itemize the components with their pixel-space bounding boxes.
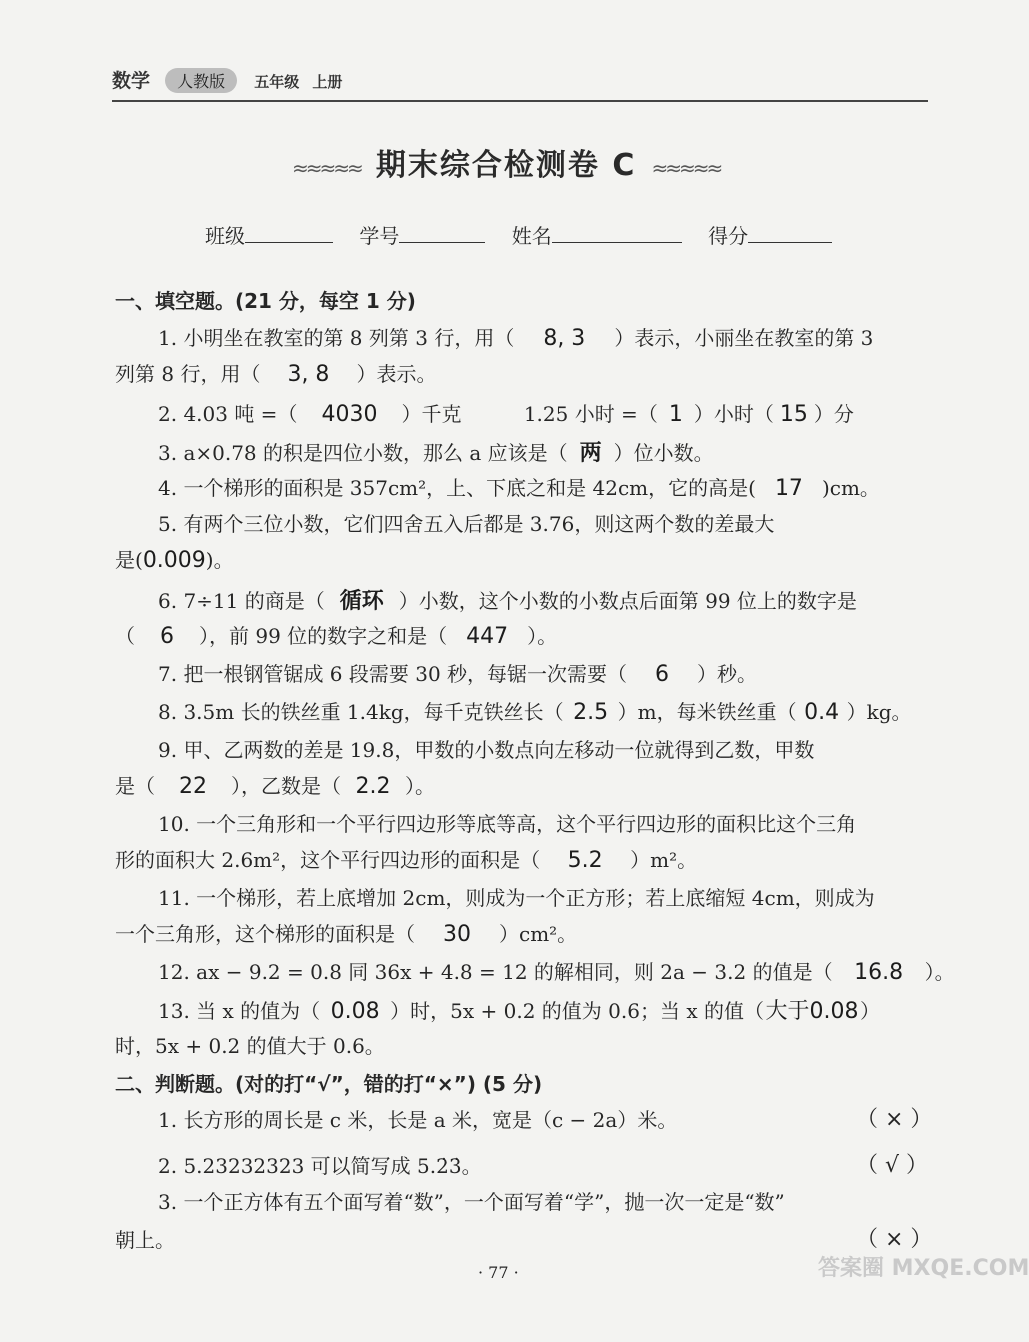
judge-question-2: 2. 5.23232323 可以简写成 5.2̇3̇。 xyxy=(158,1154,482,1178)
score-field[interactable] xyxy=(748,222,832,243)
section2-heading: 二、判断题。(对的打“√”，错的打“×”) (5 分) xyxy=(115,1072,543,1096)
judge-answer-1: （ × ） xyxy=(856,1107,933,1132)
answer-6a: 循环 xyxy=(339,589,384,614)
answer-8b: 0.4 xyxy=(804,700,840,725)
class-field[interactable] xyxy=(245,222,333,243)
question-8: 8. 3.5m 长的铁丝重 1.4kg，每千克铁丝长（ 2.5 ）m，每米铁丝重（ 0.4 ）kg。 xyxy=(158,700,912,725)
name-field[interactable] xyxy=(552,222,682,243)
question-10-line2: 形的面积大 2.6m²，这个平行四边形的面积是（ 5.2 ）m²。 xyxy=(115,848,698,873)
number-label: 学号 xyxy=(359,224,400,248)
question-4: 4. 一个梯形的面积是 357cm²，上、下底之和是 42cm，它的高是( 17 )cm。 xyxy=(158,476,880,501)
question-5-line2: 是(0.009)。 xyxy=(115,548,234,573)
answer-1a: 8, 3 xyxy=(543,326,586,351)
question-1-line2: 列第 8 行，用（ 3, 8 ）表示。 xyxy=(115,362,437,387)
answer-6c: 447 xyxy=(466,624,509,649)
answer-2b: 1 xyxy=(668,402,683,427)
question-5-line1: 5. 有两个三位小数，它们四舍五入后都是 3.76，则这两个数的差最大 xyxy=(158,512,775,536)
answer-4: 17 xyxy=(774,476,803,501)
judge-answer-3: （ × ） xyxy=(856,1227,933,1252)
answer-11: 30 xyxy=(443,922,471,947)
question-13-line1: 13. 当 x 的值为（ 0.08 ）时，5x + 0.2 的值为 0.6；当 x 的值（大于0.08） xyxy=(158,994,880,1025)
question-10-line1: 10. 一个三角形和一个平行四边形等底等高，这个平行四边形的面积比这个三角 xyxy=(158,812,857,836)
answer-9a: 22 xyxy=(179,774,207,799)
answer-7: 6 xyxy=(655,662,670,687)
question-3: 3. a×0.78 的积是四位小数，那么 a 应该是（ 两 ）位小数。 xyxy=(158,436,714,467)
question-9-line2: 是（ 22 ），乙数是（ 2.2 ）。 xyxy=(115,774,435,799)
answer-3: 两 xyxy=(579,441,602,466)
section1-heading: 一、填空题。(21 分，每空 1 分) xyxy=(115,289,416,313)
question-1-line1: 1. 小明坐在教室的第 8 列第 3 行，用（ 8, 3 ）表示，小丽坐在教室的第 3 xyxy=(158,326,874,351)
exam-title: 期末综合检测卷 C xyxy=(375,148,637,183)
question-7: 7. 把一根钢管锯成 6 段需要 30 秒，每锯一次需要（ 6 ）秒。 xyxy=(158,662,758,687)
answer-13a: 0.08 xyxy=(330,999,380,1024)
class-label: 班级 xyxy=(205,224,245,248)
subject-label: 数学 xyxy=(112,70,151,92)
question-2: 2. 4.03 吨 =（ 4030 ）千克 1.25 小时 =（ 1 ）小时（ 15 ）分 xyxy=(158,402,854,427)
question-6-line2: （ 6 ），前 99 位的数字之和是（ 447 ）。 xyxy=(115,624,558,649)
question-11-line1: 11. 一个梯形，若上底增加 2cm，则成为一个正方形；若上底缩短 4cm，则成为 xyxy=(158,886,875,910)
header-rule xyxy=(112,100,928,102)
judge-question-3-line2: 朝上。 xyxy=(115,1228,175,1252)
name-label: 姓名 xyxy=(511,224,552,248)
answer-5: 0.009 xyxy=(142,548,206,573)
answer-12: 16.8 xyxy=(854,960,904,985)
answer-8a: 2.5 xyxy=(573,700,609,725)
volume-label: 上册 xyxy=(312,73,343,91)
question-11-line2: 一个三角形，这个梯形的面积是（ 30 ）cm²。 xyxy=(115,922,578,947)
question-6-line1: 6. 7÷11 的商是（ 循环 ）小数，这个小数的小数点后面第 99 位上的数字是 xyxy=(158,584,857,615)
judge-question-3-line1: 3. 一个正方体有五个面写着“数”，一个面写着“学”，抛一次一定是“数” xyxy=(158,1190,785,1214)
judge-answer-2: （ √ ） xyxy=(856,1153,929,1178)
edition-badge: 人教版 xyxy=(165,68,237,93)
question-12: 12. ax − 9.2 = 0.8 同 36x + 4.8 = 12 的解相同，则 2a − 3.2 的值是（ 16.8 ）。 xyxy=(158,960,955,985)
wave-decoration-left: ≈≈≈≈≈ xyxy=(292,156,361,180)
wave-decoration-right: ≈≈≈≈≈ xyxy=(651,156,721,180)
answer-9b: 2.2 xyxy=(355,774,391,799)
grade-label: 五年级 xyxy=(254,73,300,91)
answer-13b: 大于0.08 xyxy=(765,999,859,1024)
book-header xyxy=(112,66,342,93)
number-field[interactable] xyxy=(399,222,485,243)
student-info-line xyxy=(205,220,832,249)
answer-10: 5.2 xyxy=(567,848,603,873)
answer-6b: 6 xyxy=(160,624,174,649)
question-13-line2: 时，5x + 0.2 的值大于 0.6。 xyxy=(115,1034,385,1058)
page-number: · 77 · xyxy=(478,1263,519,1282)
score-label: 得分 xyxy=(708,224,749,248)
exam-title-row xyxy=(292,140,720,184)
judge-question-1: 1. 长方形的周长是 c 米，长是 a 米，宽是（c − 2a）米。 xyxy=(158,1108,678,1132)
answer-2a: 4030 xyxy=(321,402,378,427)
answer-2c: 15 xyxy=(779,402,808,427)
watermark-logo: 答案圈 MXQE.COM xyxy=(818,1256,1029,1281)
answer-1b: 3, 8 xyxy=(287,362,330,387)
question-9-line1: 9. 甲、乙两数的差是 19.8，甲数的小数点向左移动一位就得到乙数，甲数 xyxy=(158,738,815,762)
